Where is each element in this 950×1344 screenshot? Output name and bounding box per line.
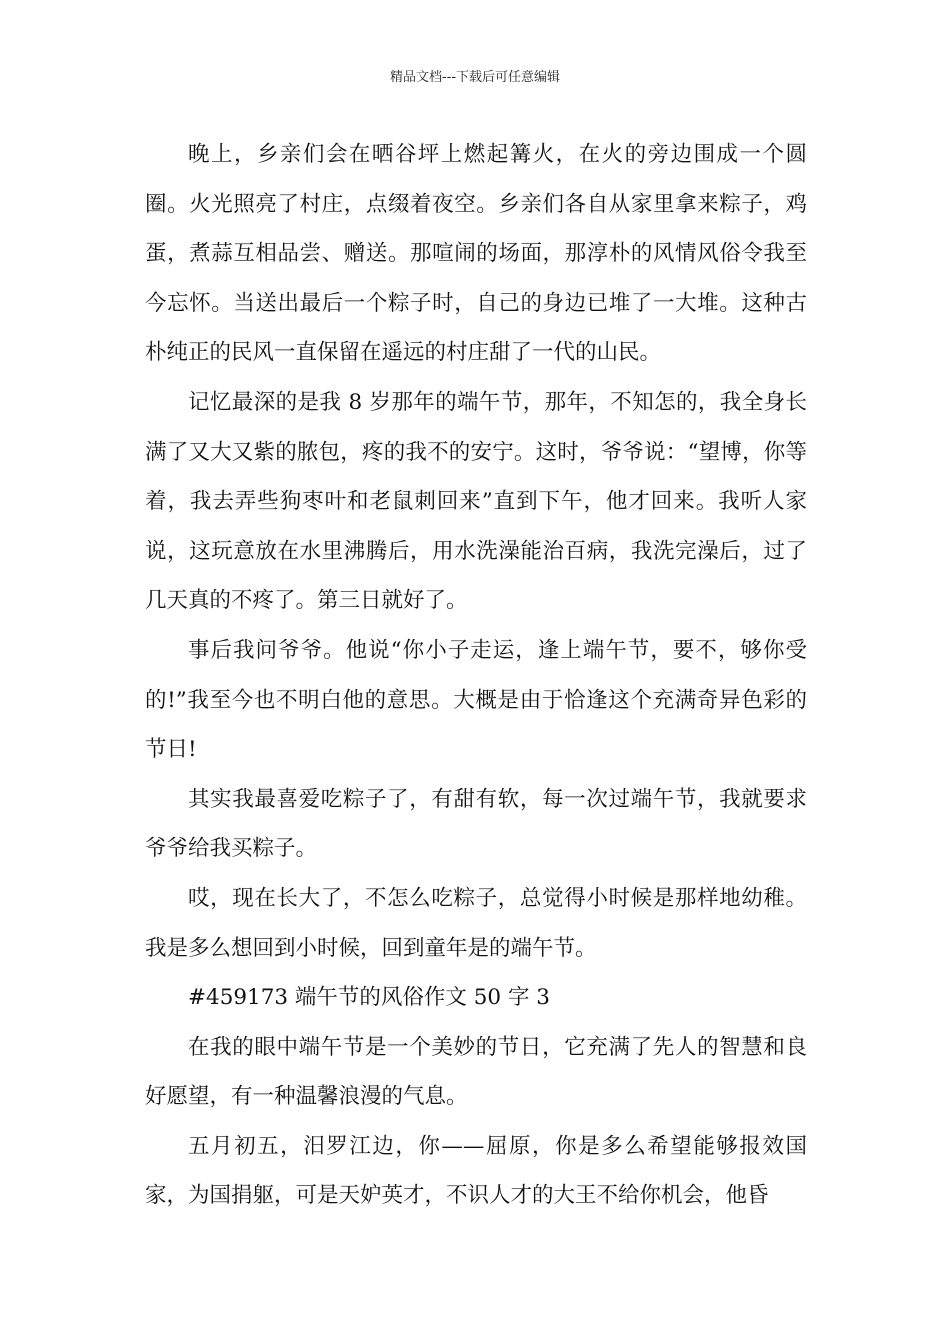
- paragraph-bonfire: 晚上，乡亲们会在晒谷坪上燃起篝火，在火的旁边围成一个圆圈。火光照亮了村庄，点缀着夜空。乡亲们各自从家里拿来粽子，鸡蛋，煮蒜互相品尝、赠送。那喧闹的场面，那淳朴的风情风俗令我至今忘怀。当送出最后一个粽子时，自己的身边已堆了一大堆。这种古朴纯正的民风一直保留在遥远的村庄甜了一代的山民。: [145, 142, 807, 366]
- document-body: [145, 130, 807, 1221]
- paragraph-quyuan: 五月初五，汨罗江边，你——屈原，你是多么希望能够报效国家，为国捐躯，可是天妒英才，不识人才的大王不给你机会，他昏: [145, 1133, 807, 1209]
- page-header: 精品文档---下载后可任意编辑: [389, 70, 561, 85]
- paragraph-memory: 记忆最深的是我 8 岁那年的端午节，那年，不知怎的，我全身长满了又大又紫的脓包，疼的我不的安宁。这时，爷爷说：“望博，你等着，我去弄些狗枣叶和老鼠刺回来”直到下午，他才回来。我听人家说，这玩意放在水里沸腾后，用水洗澡能治百病，我洗完澡后，过了几天真的不疼了。第三日就好了。: [145, 389, 807, 614]
- paragraph-grandpa: 事后我问爷爷。他说“你小子走运，逢上端午节，要不，够你受的!”我至今也不明白他的意思。大概是由于恰逢这个充满奇异色彩的节日!: [145, 637, 807, 763]
- paragraph-zongzi: 其实我最喜爱吃粽子了，有甜有软，每一次过端午节，我就要求爷爷给我买粽子。: [145, 786, 807, 862]
- section-heading: #459173 端午节的风俗作文 50 字 3: [188, 985, 550, 1011]
- paragraph-grown-up: 哎，现在长大了，不怎么吃粽子，总觉得小时候是那样地幼稚。我是多么想回到小时候，回到童年是的端午节。: [145, 885, 807, 961]
- paragraph-festival: 在我的眼中端午节是一个美妙的节日，它充满了先人的智慧和良好愿望，有一种温馨浪漫的气息。: [145, 1034, 807, 1110]
